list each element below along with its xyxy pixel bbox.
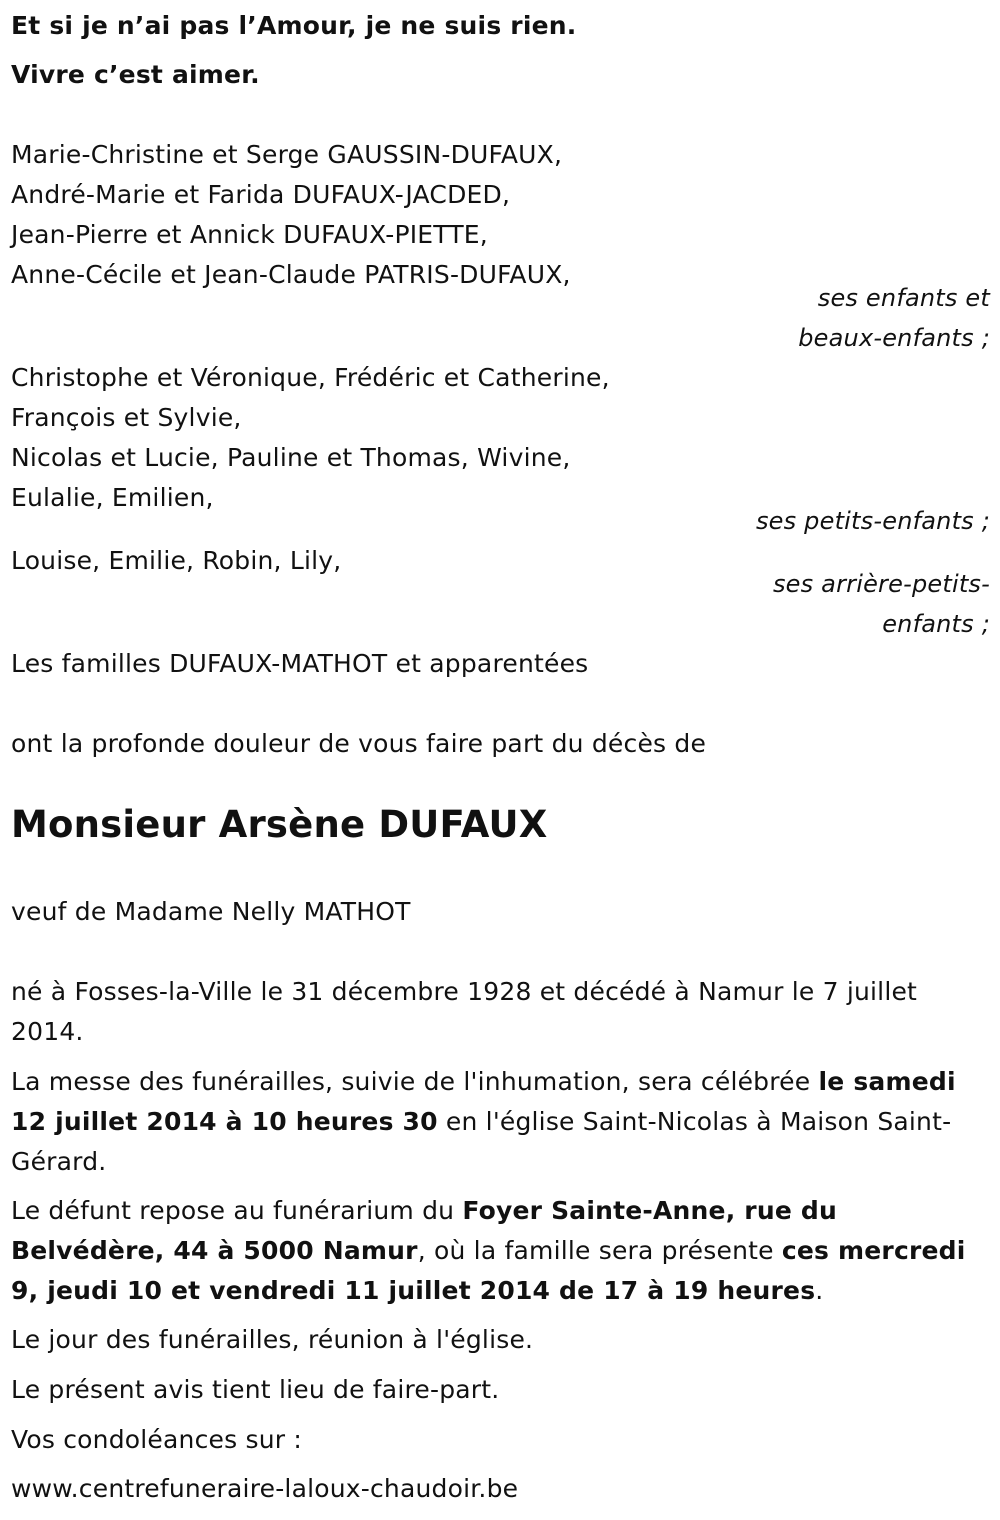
- funeral-datetime: le samedi 12 juillet 2014 à 10 heures 30: [11, 1067, 956, 1136]
- notice-line: Le présent avis tient lieu de faire-part.: [11, 1375, 500, 1404]
- viewing-middle: , où la famille sera présente: [417, 1236, 782, 1265]
- viewing-intro: Le défunt repose au funérarium du: [11, 1196, 463, 1225]
- great-grandchildren-role-line-1: ses arrière-petits-: [772, 570, 990, 598]
- children-line-2: André-Marie et Farida DUFAUX-JACDED,: [11, 180, 511, 209]
- children-line-1: Marie-Christine et Serge GAUSSIN-DUFAUX,: [11, 140, 563, 169]
- quote-line-1: Et si je n’ai pas l’Amour, je ne suis rien.: [11, 11, 577, 40]
- widower-line: veuf de Madame Nelly MATHOT: [11, 897, 411, 926]
- viewing-end: .: [815, 1276, 824, 1305]
- funeral-intro: La messe des funérailles, suivie de l'inhumation, sera célébrée: [11, 1067, 819, 1096]
- grandchildren-line-2: François et Sylvie,: [11, 403, 242, 432]
- families-line: Les familles DUFAUX-MATHOT et apparentées: [11, 649, 589, 678]
- deceased-name: Monsieur Arsène DUFAUX: [11, 803, 548, 846]
- funeral-place: en l'église Saint-Nicolas à Maison Saint-Gérard.: [11, 1107, 952, 1176]
- meeting-line: Le jour des funérailles, réunion à l'église.: [11, 1325, 534, 1354]
- grandchildren-line-1: Christophe et Véronique, Frédéric et Catherine,: [11, 363, 610, 392]
- funeral-paragraph: [11, 1062, 981, 1182]
- grandchildren-role: ses petits-enfants ;: [755, 507, 990, 535]
- grandchildren-line-3: Nicolas et Lucie, Pauline et Thomas, Wivine,: [11, 443, 571, 472]
- viewing-paragraph: [11, 1191, 981, 1311]
- children-line-3: Jean-Pierre et Annick DUFAUX-PIETTE,: [11, 220, 488, 249]
- viewing-dates: ces mercredi 9, jeudi 10 et vendredi 11 juillet 2014 de 17 à 19 heures: [11, 1236, 966, 1305]
- announcement-line: ont la profonde douleur de vous faire part du décès de: [11, 729, 707, 758]
- grandchildren-line-4: Eulalie, Emilien,: [11, 483, 214, 512]
- children-line-4: Anne-Cécile et Jean-Claude PATRIS-DUFAUX,: [11, 260, 571, 289]
- viewing-location: Foyer Sainte-Anne, rue du Belvédère, 44 à 5000 Namur: [11, 1196, 837, 1265]
- children-role-line-2: beaux-enfants ;: [798, 324, 990, 352]
- condolences-label: Vos condoléances sur :: [11, 1425, 302, 1454]
- great-grandchildren-role-line-2: enfants ;: [882, 610, 990, 638]
- condolences-website-link[interactable]: www.centrefuneraire-laloux-chaudoir.be: [11, 1474, 519, 1503]
- birth-death-paragraph: né à Fosses-la-Ville le 31 décembre 1928 et décédé à Namur le 7 juillet 2014.: [11, 977, 918, 1046]
- children-role-line-1: ses enfants et: [817, 284, 990, 312]
- quote-line-2: Vivre c’est aimer.: [11, 60, 260, 89]
- great-grandchildren-line: Louise, Emilie, Robin, Lily,: [11, 546, 342, 575]
